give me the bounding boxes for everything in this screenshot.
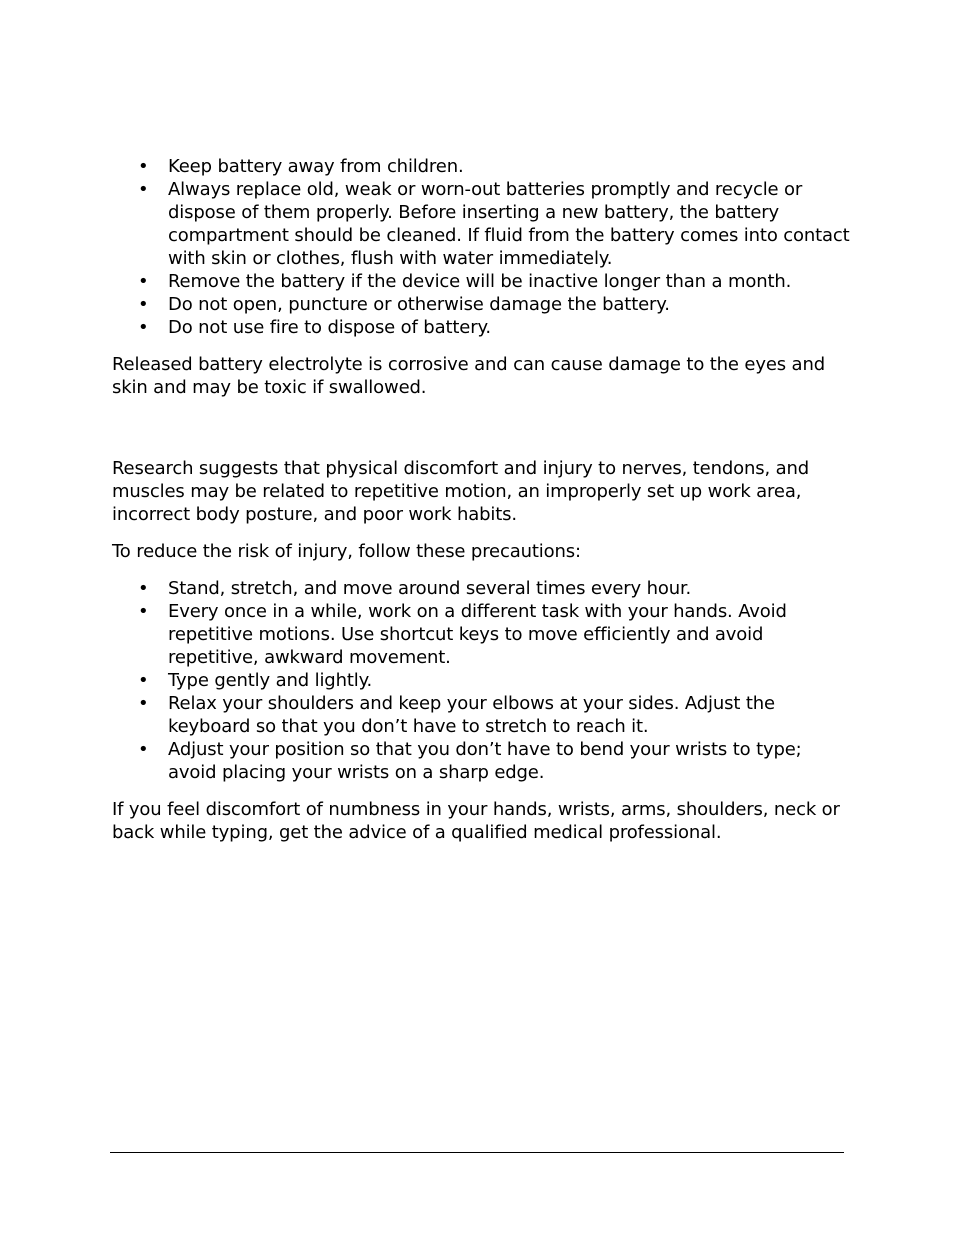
list-item	[112, 600, 852, 669]
list-item-text: Keep battery away from children.	[168, 156, 464, 177]
list-item-text: Stand, stretch, and move around several times every hour.	[168, 578, 692, 599]
bullet-glyph: •	[138, 578, 149, 599]
list-item-text: Do not use fire to dispose of battery.	[168, 317, 491, 338]
list-item	[112, 270, 852, 293]
list-item	[112, 316, 852, 339]
bullet-glyph: •	[138, 179, 149, 200]
bullet-glyph: •	[138, 739, 149, 760]
footer-divider	[110, 1152, 844, 1153]
list-item-text: Adjust your position so that you don’t have to bend your wrists to type; avoid placing your wrists on a sharp edge.	[168, 739, 802, 783]
medical-advice-paragraph: If you feel discomfort of numbness in your hands, wrists, arms, shoulders, neck or back while typing, get the advice of a qualified medical professional.	[112, 799, 840, 843]
precautions-lead-paragraph: To reduce the risk of injury, follow these precautions:	[112, 541, 581, 562]
spacer	[112, 784, 852, 798]
list-item	[112, 577, 852, 600]
bullet-glyph: •	[138, 601, 149, 622]
list-item-text: Remove the battery if the device will be inactive longer than a month.	[168, 271, 792, 292]
list-item	[112, 178, 852, 270]
bullet-glyph: •	[138, 271, 149, 292]
list-item-text: Do not open, puncture or otherwise damage the battery.	[168, 294, 670, 315]
list-item-text: Every once in a while, work on a different task with your hands. Avoid repetitive motions. Use shortcut keys to move efficiently and avoid repetitive, awkward movement.	[168, 601, 787, 668]
spacer	[112, 339, 852, 353]
list-item-text: Relax your shoulders and keep your elbows at your sides. Adjust the keyboard so that you don’t have to stretch to reach it.	[168, 693, 775, 737]
electrolyte-warning-paragraph: Released battery electrolyte is corrosive and can cause damage to the eyes and skin and may be toxic if swallowed.	[112, 354, 825, 398]
list-item	[112, 738, 852, 784]
bullet-glyph: •	[138, 670, 149, 691]
bullet-glyph: •	[138, 294, 149, 315]
list-item	[112, 155, 852, 178]
bullet-glyph: •	[138, 317, 149, 338]
spacer	[112, 526, 852, 540]
spacer	[112, 563, 852, 577]
ergonomic-precautions-list	[112, 577, 852, 784]
list-item-text: Always replace old, weak or worn-out batteries promptly and recycle or dispose of them properly. Before inserting a new battery, the battery compartment should be cleaned. If fluid from the battery comes into contact with skin or clothes, flush with water immediately.	[168, 179, 850, 269]
spacer	[112, 399, 852, 457]
list-item	[112, 669, 852, 692]
bullet-glyph: •	[138, 156, 149, 177]
bullet-glyph: •	[138, 693, 149, 714]
list-item	[112, 692, 852, 738]
list-item-text: Type gently and lightly.	[168, 670, 373, 691]
list-item	[112, 293, 852, 316]
page-content	[112, 155, 852, 844]
battery-safety-list	[112, 155, 852, 339]
research-intro-paragraph: Research suggests that physical discomfort and injury to nerves, tendons, and muscles may be related to repetitive motion, an improperly set up work area, incorrect body posture, and poor work habits.	[112, 458, 810, 525]
